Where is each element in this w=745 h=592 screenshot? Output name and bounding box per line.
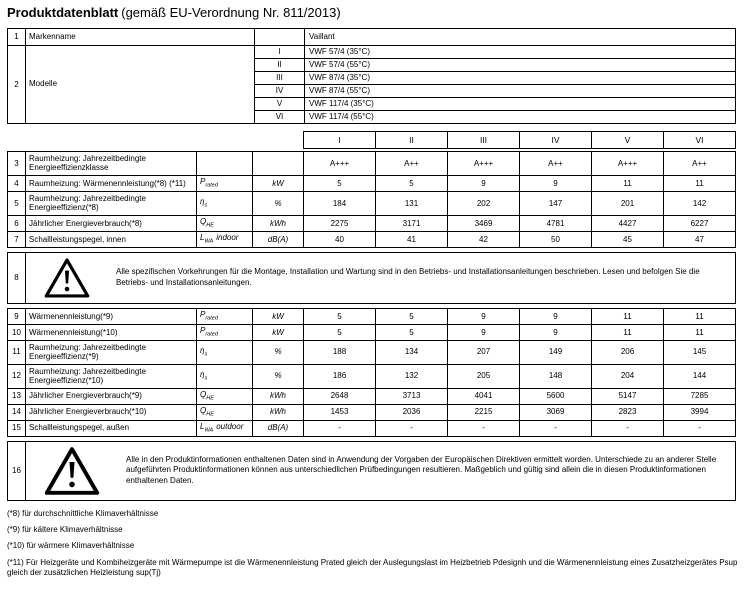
column-header: V bbox=[592, 132, 664, 149]
value-cell: A++ bbox=[664, 152, 736, 176]
table-row bbox=[8, 152, 736, 176]
symbol-base: Q bbox=[200, 389, 207, 399]
value-cell: 4427 bbox=[592, 215, 664, 231]
model-name-value: VWF 117/4 (55°C) bbox=[305, 111, 736, 124]
value-cell: 184 bbox=[304, 191, 376, 215]
column-header: IV bbox=[520, 132, 592, 149]
value-cell: 11 bbox=[592, 175, 664, 191]
row-label: Jährlicher Energieverbrauch(*8) bbox=[26, 215, 197, 231]
brand-model-table bbox=[7, 28, 736, 124]
value-cell: 5 bbox=[304, 175, 376, 191]
row-label: Modelle bbox=[26, 46, 255, 124]
value-cell: 11 bbox=[664, 308, 736, 324]
model-numeral: III bbox=[255, 72, 305, 85]
table-row bbox=[8, 191, 736, 215]
table-row bbox=[8, 29, 736, 46]
symbol-subscript: rated bbox=[205, 315, 218, 322]
table-row bbox=[8, 364, 736, 388]
row-number: 9 bbox=[8, 308, 26, 324]
value-cell: 145 bbox=[664, 340, 736, 364]
value-cell: 6227 bbox=[664, 215, 736, 231]
row-number: 13 bbox=[8, 388, 26, 404]
value-cell: 5147 bbox=[592, 388, 664, 404]
value-cell: 50 bbox=[520, 231, 592, 247]
table-row bbox=[8, 441, 736, 500]
row-symbol bbox=[197, 215, 253, 231]
row-label: Jährlicher Energieverbrauch(*10) bbox=[26, 404, 197, 420]
row-label: Wärmenennleistung(*9) bbox=[26, 308, 197, 324]
column-header: II bbox=[376, 132, 448, 149]
row-symbol bbox=[197, 324, 253, 340]
row-number: 15 bbox=[8, 420, 26, 436]
row-unit bbox=[253, 152, 304, 176]
model-name-value: VWF 87/4 (55°C) bbox=[305, 85, 736, 98]
table-row bbox=[8, 46, 736, 59]
value-cell: 202 bbox=[448, 191, 520, 215]
symbol-subscript: rated bbox=[205, 182, 218, 189]
value-cell: - bbox=[664, 420, 736, 436]
value-cell: 9 bbox=[520, 308, 592, 324]
row-number: 8 bbox=[8, 252, 26, 303]
model-numeral-empty bbox=[255, 29, 305, 46]
row-label: Raumheizung: Jahrezeitbedingte Energieeffizienz(*8) bbox=[26, 191, 197, 215]
table-row bbox=[8, 215, 736, 231]
row-unit: dB(A) bbox=[253, 231, 304, 247]
row-unit: kW bbox=[253, 308, 304, 324]
model-name-value: VWF 57/4 (55°C) bbox=[305, 59, 736, 72]
page-title-suffix: (gemäß EU-Verordnung Nr. 811/2013) bbox=[121, 5, 341, 20]
value-cell: 1453 bbox=[304, 404, 376, 420]
table-row bbox=[8, 420, 736, 436]
symbol-subscript: s bbox=[204, 351, 208, 358]
row-number: 10 bbox=[8, 324, 26, 340]
value-cell: - bbox=[520, 420, 592, 436]
value-cell: 207 bbox=[448, 340, 520, 364]
value-cell: 132 bbox=[376, 364, 448, 388]
footnote: (*10) für wärmere Klimaverhältnisse bbox=[7, 541, 135, 551]
table-row bbox=[8, 231, 736, 247]
value-cell: 204 bbox=[592, 364, 664, 388]
value-cell: 148 bbox=[520, 364, 592, 388]
space-heating-data-table bbox=[7, 151, 736, 248]
symbol-subscript: rated bbox=[205, 331, 218, 338]
row-symbol bbox=[197, 404, 253, 420]
symbol-base: η bbox=[200, 346, 205, 356]
value-cell: 2823 bbox=[592, 404, 664, 420]
value-cell: 147 bbox=[520, 191, 592, 215]
table-row bbox=[8, 340, 736, 364]
symbol-base: P bbox=[200, 326, 206, 336]
value-cell: 11 bbox=[664, 175, 736, 191]
table-row bbox=[304, 132, 736, 149]
value-cell: - bbox=[592, 420, 664, 436]
row-symbol bbox=[197, 231, 253, 247]
row-symbol bbox=[197, 364, 253, 388]
model-numeral: IV bbox=[255, 85, 305, 98]
model-name-value: VWF 87/4 (35°C) bbox=[305, 72, 736, 85]
warning-triangle-icon bbox=[44, 446, 100, 496]
page-title-main: Produktdatenblatt bbox=[7, 5, 119, 20]
value-cell: 9 bbox=[448, 308, 520, 324]
value-cell: 4781 bbox=[520, 215, 592, 231]
value-cell: 47 bbox=[664, 231, 736, 247]
row-symbol bbox=[197, 308, 253, 324]
brand-name-value: Vaillant bbox=[305, 29, 736, 46]
model-numeral: V bbox=[255, 98, 305, 111]
value-cell: A++ bbox=[376, 152, 448, 176]
symbol-base: η bbox=[200, 197, 205, 207]
row-symbol bbox=[197, 388, 253, 404]
row-unit: % bbox=[253, 191, 304, 215]
row-unit: kW bbox=[253, 175, 304, 191]
column-header: I bbox=[304, 132, 376, 149]
model-name-value: VWF 117/4 (35°C) bbox=[305, 98, 736, 111]
row-label: Raumheizung: Jahrezeitbedingte Energieeffizienzklasse bbox=[26, 152, 197, 176]
table-row bbox=[8, 388, 736, 404]
value-cell: 2036 bbox=[376, 404, 448, 420]
row-label: Markenname bbox=[26, 29, 255, 46]
value-cell: 9 bbox=[520, 324, 592, 340]
row-number: 12 bbox=[8, 364, 26, 388]
value-cell: 5 bbox=[376, 324, 448, 340]
symbol-subscript: s bbox=[204, 375, 208, 382]
row-number: 4 bbox=[8, 175, 26, 191]
value-cell: 5 bbox=[304, 324, 376, 340]
row-label: Raumheizung: Jahrezeitbedingte Energieeffizienz(*10) bbox=[26, 364, 197, 388]
table-row bbox=[8, 175, 736, 191]
footnotes-section bbox=[7, 509, 738, 579]
table-row bbox=[8, 404, 736, 420]
row-label: Jährlicher Energieverbrauch(*9) bbox=[26, 388, 197, 404]
row-unit: kWh bbox=[253, 215, 304, 231]
model-name-value: VWF 57/4 (35°C) bbox=[305, 46, 736, 59]
warning-row-16-table bbox=[7, 441, 736, 501]
symbol-suffix: outdoor bbox=[216, 421, 244, 431]
symbol-base: P bbox=[200, 310, 206, 320]
value-cell: 7285 bbox=[664, 388, 736, 404]
table-row bbox=[8, 308, 736, 324]
value-cell: 186 bbox=[304, 364, 376, 388]
value-cell: 2215 bbox=[448, 404, 520, 420]
symbol-base: Q bbox=[200, 217, 207, 227]
table-row bbox=[8, 252, 736, 303]
row-unit: % bbox=[253, 364, 304, 388]
value-cell: A+++ bbox=[304, 152, 376, 176]
row-symbol bbox=[197, 420, 253, 436]
value-cell: 11 bbox=[592, 308, 664, 324]
symbol-subscript: WA bbox=[204, 427, 214, 434]
warning-cell bbox=[26, 441, 736, 500]
value-cell: 42 bbox=[448, 231, 520, 247]
value-cell: 9 bbox=[448, 324, 520, 340]
value-cell: 3713 bbox=[376, 388, 448, 404]
model-numeral: I bbox=[255, 46, 305, 59]
value-cell: 144 bbox=[664, 364, 736, 388]
value-cell: 3994 bbox=[664, 404, 736, 420]
value-cell: 9 bbox=[520, 175, 592, 191]
model-column-header-row bbox=[303, 131, 736, 149]
symbol-subscript: HE bbox=[206, 222, 214, 229]
value-cell: 41 bbox=[376, 231, 448, 247]
row-symbol bbox=[197, 191, 253, 215]
value-cell: 11 bbox=[592, 324, 664, 340]
symbol-subscript: HE bbox=[206, 411, 214, 418]
symbol-base: η bbox=[200, 370, 205, 380]
value-cell: - bbox=[304, 420, 376, 436]
row-label: Raumheizung: Wärmenennleistung(*8) (*11) bbox=[26, 175, 197, 191]
row-unit: kWh bbox=[253, 388, 304, 404]
row-label: Schallleistungspegel, innen bbox=[26, 231, 197, 247]
symbol-subscript: s bbox=[204, 202, 208, 209]
value-cell: 2648 bbox=[304, 388, 376, 404]
row-number: 6 bbox=[8, 215, 26, 231]
row-number: 16 bbox=[8, 441, 26, 500]
climate-data-table bbox=[7, 308, 736, 437]
row-symbol bbox=[197, 152, 253, 176]
row-unit: kWh bbox=[253, 404, 304, 420]
value-cell: 205 bbox=[448, 364, 520, 388]
warning-row-8-table bbox=[7, 252, 736, 304]
value-cell: - bbox=[448, 420, 520, 436]
symbol-subscript: WA bbox=[204, 238, 214, 245]
row-label: Raumheizung: Jahrezeitbedingte Energieeffizienz(*9) bbox=[26, 340, 197, 364]
row-label: Schallleistungspegel, außen bbox=[26, 420, 197, 436]
symbol-base: L bbox=[200, 421, 205, 431]
value-cell: 3469 bbox=[448, 215, 520, 231]
model-numeral: II bbox=[255, 59, 305, 72]
column-header: III bbox=[448, 132, 520, 149]
value-cell: A++ bbox=[520, 152, 592, 176]
row-number: 5 bbox=[8, 191, 26, 215]
value-cell: 149 bbox=[520, 340, 592, 364]
value-cell: 3171 bbox=[376, 215, 448, 231]
warning-triangle-icon bbox=[44, 257, 90, 299]
value-cell: 9 bbox=[448, 175, 520, 191]
value-cell: 5 bbox=[376, 175, 448, 191]
value-cell: 206 bbox=[592, 340, 664, 364]
row-number: 14 bbox=[8, 404, 26, 420]
value-cell: 11 bbox=[664, 324, 736, 340]
warning-text: Alle spezifischen Vorkehrungen für die Montage, Installation und Wartung sind in den Betriebs- und Installationsanleitungen beschrieben. Lesen und befolgen Sie die Betriebs- und Installationsanleitungen. bbox=[116, 267, 700, 287]
row-number: 1 bbox=[8, 29, 26, 46]
symbol-suffix: indoor bbox=[216, 233, 239, 243]
column-header: VI bbox=[664, 132, 736, 149]
value-cell: 188 bbox=[304, 340, 376, 364]
row-unit: dB(A) bbox=[253, 420, 304, 436]
warning-text: Alle in den Produktinformationen enthaltenen Daten sind in Anwendung der Vorgaben der Europäischen Direktiven ermittelt worden. Unterschiede zu an anderer Stelle aufgeführten Produktinformationen können aus unterschiedlichen Prüfbedingungen resultieren. Maßgeblich und gültig sind allein die in diesen Produktinformationen enthaltenen Daten. bbox=[126, 454, 717, 485]
row-label: Wärmenennleistung(*10) bbox=[26, 324, 197, 340]
warning-cell bbox=[26, 252, 736, 303]
row-number: 7 bbox=[8, 231, 26, 247]
value-cell: 131 bbox=[376, 191, 448, 215]
symbol-base: P bbox=[200, 177, 206, 187]
row-unit: kW bbox=[253, 324, 304, 340]
value-cell: 5 bbox=[376, 308, 448, 324]
page-title bbox=[7, 5, 738, 20]
value-cell: 40 bbox=[304, 231, 376, 247]
value-cell: 5600 bbox=[520, 388, 592, 404]
value-cell: 3069 bbox=[520, 404, 592, 420]
table-row bbox=[8, 324, 736, 340]
row-unit: % bbox=[253, 340, 304, 364]
value-cell: A+++ bbox=[592, 152, 664, 176]
row-number: 3 bbox=[8, 152, 26, 176]
value-cell: 45 bbox=[592, 231, 664, 247]
model-numeral: VI bbox=[255, 111, 305, 124]
value-cell: A+++ bbox=[448, 152, 520, 176]
value-cell: 2275 bbox=[304, 215, 376, 231]
row-symbol bbox=[197, 340, 253, 364]
row-symbol bbox=[197, 175, 253, 191]
value-cell: - bbox=[376, 420, 448, 436]
footnote: (*11) Für Heizgeräte und Kombiheizgeräte mit Wärmepumpe ist die Wärmenennleistung Prated gleich der Auslegungslast im Heizbetrieb Pdesignh und die Wärmenennleistung eines Zusatzheizgerätes Psup gleich der zusätzlichen Heizleistung sup(Tj) bbox=[7, 557, 738, 578]
footnote: (*8) für durchschnittliche Klimaverhältnisse bbox=[7, 508, 159, 518]
value-cell: 201 bbox=[592, 191, 664, 215]
row-number: 11 bbox=[8, 340, 26, 364]
value-cell: 134 bbox=[376, 340, 448, 364]
value-cell: 5 bbox=[304, 308, 376, 324]
row-number: 2 bbox=[8, 46, 26, 124]
footnote: (*9) für kältere Klimaverhältnisse bbox=[7, 524, 123, 534]
symbol-base: L bbox=[200, 233, 205, 243]
symbol-subscript: HE bbox=[206, 395, 214, 402]
value-cell: 142 bbox=[664, 191, 736, 215]
value-cell: 4041 bbox=[448, 388, 520, 404]
symbol-base: Q bbox=[200, 405, 207, 415]
